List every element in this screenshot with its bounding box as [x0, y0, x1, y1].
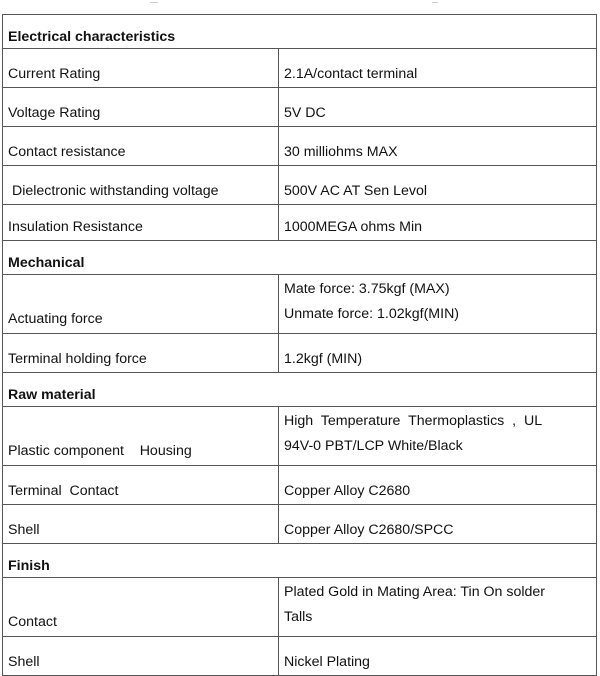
table-row — [3, 127, 597, 166]
section-header-finish — [3, 544, 597, 578]
row-label: Plastic component Housing — [3, 407, 279, 466]
section-title: Finish — [3, 544, 597, 578]
edge-mark — [432, 2, 438, 3]
row-label: Contact — [3, 578, 279, 637]
table-row — [3, 505, 597, 544]
section-header-raw-material — [3, 373, 597, 407]
table-row — [3, 637, 597, 676]
row-label: Dielectronic withstanding voltage — [3, 166, 279, 205]
row-value: 1000MEGA ohms Min — [279, 205, 597, 241]
row-label: Shell — [3, 637, 279, 676]
table-row — [3, 466, 597, 505]
top-edge — [0, 0, 600, 14]
row-value — [279, 407, 597, 466]
row-label: Shell — [3, 505, 279, 544]
row-label: Actuating force — [3, 275, 279, 334]
value-line: Plated Gold in Mating Area: Tin On solder — [284, 584, 546, 600]
table-row — [3, 578, 597, 637]
table-row — [3, 88, 597, 127]
row-value — [279, 578, 597, 637]
section-title: Raw material — [3, 373, 597, 407]
table-row — [3, 166, 597, 205]
table-row — [3, 49, 597, 88]
row-value — [279, 275, 597, 334]
row-value: 500V AC AT Sen Levol — [279, 166, 597, 205]
section-title: Electrical characteristics — [3, 15, 597, 49]
row-value: 30 milliohms MAX — [279, 127, 597, 166]
value-line: 94V-0 PBT/LCP White/Black — [284, 438, 463, 454]
spec-table — [2, 14, 597, 676]
table-row — [3, 275, 597, 334]
row-value: Copper Alloy C2680/SPCC — [279, 505, 597, 544]
section-header-mechanical — [3, 241, 597, 275]
section-header-electrical — [3, 15, 597, 49]
row-value: Nickel Plating — [279, 637, 597, 676]
value-line: Unmate force: 1.02kgf(MIN) — [284, 306, 460, 322]
table-row — [3, 407, 597, 466]
row-label: Current Rating — [3, 49, 279, 88]
row-label: Terminal holding force — [3, 334, 279, 373]
value-line: Talls — [284, 609, 313, 625]
table-row — [3, 334, 597, 373]
value-line: High Temperature Thermoplastics , UL — [284, 413, 543, 429]
row-label: Insulation Resistance — [3, 205, 279, 241]
row-label: Terminal Contact — [3, 466, 279, 505]
row-label: Contact resistance — [3, 127, 279, 166]
row-value: 5V DC — [279, 88, 597, 127]
row-value: 2.1A/contact terminal — [279, 49, 597, 88]
row-label: Voltage Rating — [3, 88, 279, 127]
section-title: Mechanical — [3, 241, 597, 275]
edge-mark — [150, 2, 158, 3]
row-value: 1.2kgf (MIN) — [279, 334, 597, 373]
row-value: Copper Alloy C2680 — [279, 466, 597, 505]
value-line: Mate force: 3.75kgf (MAX) — [284, 281, 450, 297]
spec-sheet — [2, 14, 596, 676]
table-row — [3, 205, 597, 241]
